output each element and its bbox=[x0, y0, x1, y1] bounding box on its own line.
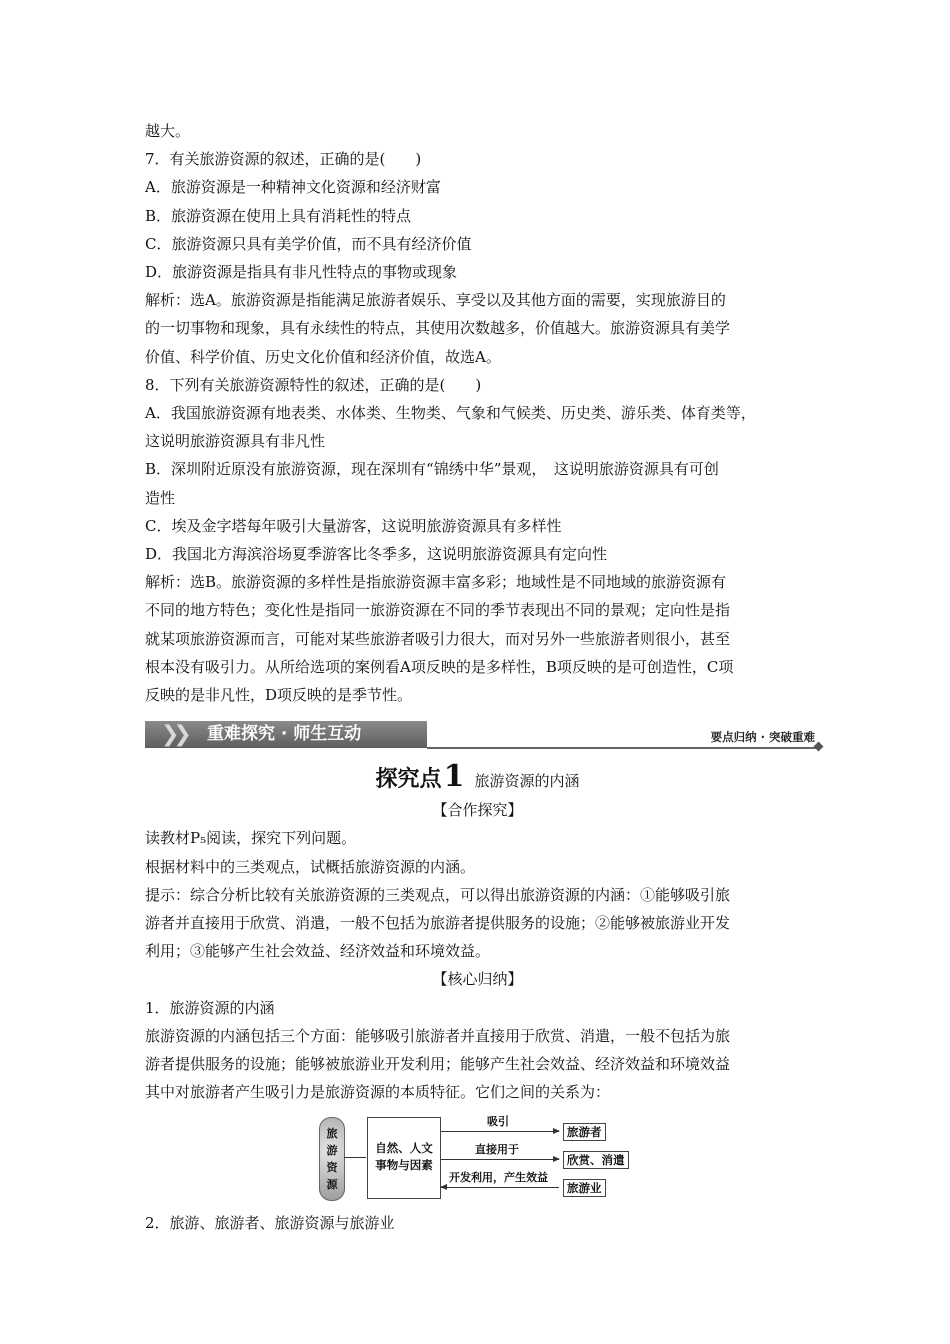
banner-title: 重难探究 · 师生互动 bbox=[207, 724, 362, 745]
box-tourists: 旅游者 bbox=[563, 1123, 606, 1141]
cooperate-header: 【合作探究】 bbox=[432, 801, 523, 820]
q7-option-b: B．旅游资源在使用上具有消耗性的特点 bbox=[145, 206, 412, 225]
section-subtitle: 旅游资源的内涵 bbox=[474, 772, 580, 791]
middle-line-1: 自然、人文 bbox=[375, 1140, 433, 1155]
section-number: 1 bbox=[443, 759, 465, 795]
core-line: 1．旅游资源的内涵 bbox=[145, 998, 275, 1017]
q8-option-line: C．埃及金字塔每年吸引大量游客，这说明旅游资源具有多样性 bbox=[145, 516, 562, 535]
q8-analysis-line: 解析：选B。旅游资源的多样性是指旅游资源丰富多彩；地域性是不同地域的旅游资源有 bbox=[145, 573, 727, 592]
banner-right-label: 要点归纳 · 突破重难 bbox=[710, 730, 815, 745]
banner-bar bbox=[145, 721, 427, 748]
q7-analysis-line: 的一切事物和现象，具有永续性的特点，其使用次数越多，价值越大。旅游资源具有美学 bbox=[145, 319, 731, 338]
cooperate-line: 根据材料中的三类观点，试概括旅游资源的内涵。 bbox=[145, 857, 476, 876]
core-header: 【核心归纳】 bbox=[432, 970, 523, 989]
q7-option-d: D．旅游资源是指具有非凡性特点的事物或现象 bbox=[145, 263, 458, 282]
relationship-diagram bbox=[315, 1113, 655, 1205]
q8-option-line: D．我国北方海滨浴场夏季游客比冬季多，这说明旅游资源具有定向性 bbox=[145, 545, 608, 564]
arrow-label-used-for: 直接用于 bbox=[475, 1142, 519, 1156]
middle-box bbox=[367, 1117, 441, 1199]
middle-line-2: 事物与因素 bbox=[375, 1157, 433, 1172]
q8-option-line: B．深圳附近原没有旅游资源，现在深圳有“锦绣中华”景观， 这说明旅游资源具有可创 bbox=[145, 460, 719, 479]
connector-line bbox=[344, 1157, 366, 1158]
q8-option-line: A．我国旅游资源有地表类、水体类、生物类、气象和气候类、历史类、游乐类、体育类等， bbox=[145, 404, 756, 423]
arrow-right-icon bbox=[441, 1131, 559, 1132]
q8-analysis-line: 根本没有吸引力。从所给选项的案例看A项反映的是多样性，B项反映的是可创造性，C项 bbox=[145, 657, 734, 676]
arrow-label-attract: 吸引 bbox=[487, 1114, 509, 1128]
q8-stem: 8．下列有关旅游资源特性的叙述，正确的是( ) bbox=[145, 375, 482, 394]
q8-option-line: 这说明旅游资源具有非凡性 bbox=[145, 432, 326, 451]
core-line: 其中对旅游者产生吸引力是旅游资源的本质特征。它们之间的关系为： bbox=[145, 1083, 611, 1102]
diamond-icon bbox=[814, 742, 824, 752]
q7-analysis-line: 解析：选A。旅游资源是指能满足旅游者娱乐、享受以及其他方面的需要，实现旅游目的 bbox=[145, 291, 726, 310]
cooperate-line: 读教材P₅阅读，探究下列问题。 bbox=[145, 829, 357, 848]
cooperate-line: 游者并直接用于欣赏、消遣，一般不包括为旅游者提供服务的设施；②能够被旅游业开发 bbox=[145, 914, 731, 933]
q8-analysis-line: 反映的是非凡性，D项反映的是季节性。 bbox=[145, 686, 413, 705]
q7-analysis-line: 价值、科学价值、历史文化价值和经济价值，故选A。 bbox=[145, 347, 501, 366]
page-content bbox=[145, 117, 815, 1237]
box-industry: 旅游业 bbox=[563, 1179, 606, 1197]
intro-line: 越大。 bbox=[145, 122, 191, 140]
arrow-left-icon bbox=[441, 1187, 559, 1188]
core-line: 旅游资源的内涵包括三个方面：能够吸引旅游者并直接用于欣赏、消遣，一般不包括为旅 bbox=[145, 1026, 731, 1045]
arrow-right-icon bbox=[441, 1159, 559, 1160]
section-banner bbox=[145, 715, 815, 755]
core-line: 游者提供服务的设施；能够被旅游业开发利用；能够产生社会效益、经济效益和环境效益 bbox=[145, 1055, 731, 1074]
q8-option-line: 造性 bbox=[145, 488, 176, 507]
q7-stem: 7．有关旅游资源的叙述，正确的是( ) bbox=[145, 150, 422, 169]
cooperate-line: 利用；③能够产生社会效益、经济效益和环境效益。 bbox=[145, 942, 491, 961]
double-chevron-icon: ❯❯ bbox=[161, 722, 186, 748]
banner-divider bbox=[427, 747, 817, 749]
cooperate-line: 提示：综合分析比较有关旅游资源的三类观点，可以得出旅游资源的内涵：①能够吸引旅 bbox=[145, 885, 731, 904]
core-after-line: 2．旅游、旅游者、旅游资源与旅游业 bbox=[145, 1213, 395, 1232]
q8-analysis-line: 就某项旅游资源而言，可能对某些旅游者吸引力很大，而对另外一些旅游者则很小，甚至 bbox=[145, 629, 731, 648]
oval-label: 旅 游 资 源 bbox=[326, 1126, 338, 1191]
arrow-label-develop: 开发利用，产生效益 bbox=[449, 1170, 548, 1184]
q7-option-a: A．旅游资源是一种精神文化资源和经济财富 bbox=[145, 178, 441, 197]
q8-analysis-line: 不同的地方特色；变化性是指同一旅游资源在不同的季节表现出不同的景观；定向性是指 bbox=[145, 601, 731, 620]
q7-option-c: C．旅游资源只具有美学价值，而不具有经济价值 bbox=[145, 234, 472, 253]
section-label: 探究点 bbox=[375, 767, 442, 793]
tourism-resource-oval bbox=[319, 1117, 345, 1201]
section-heading bbox=[145, 759, 810, 794]
box-enjoy: 欣赏、消遣 bbox=[563, 1151, 629, 1169]
